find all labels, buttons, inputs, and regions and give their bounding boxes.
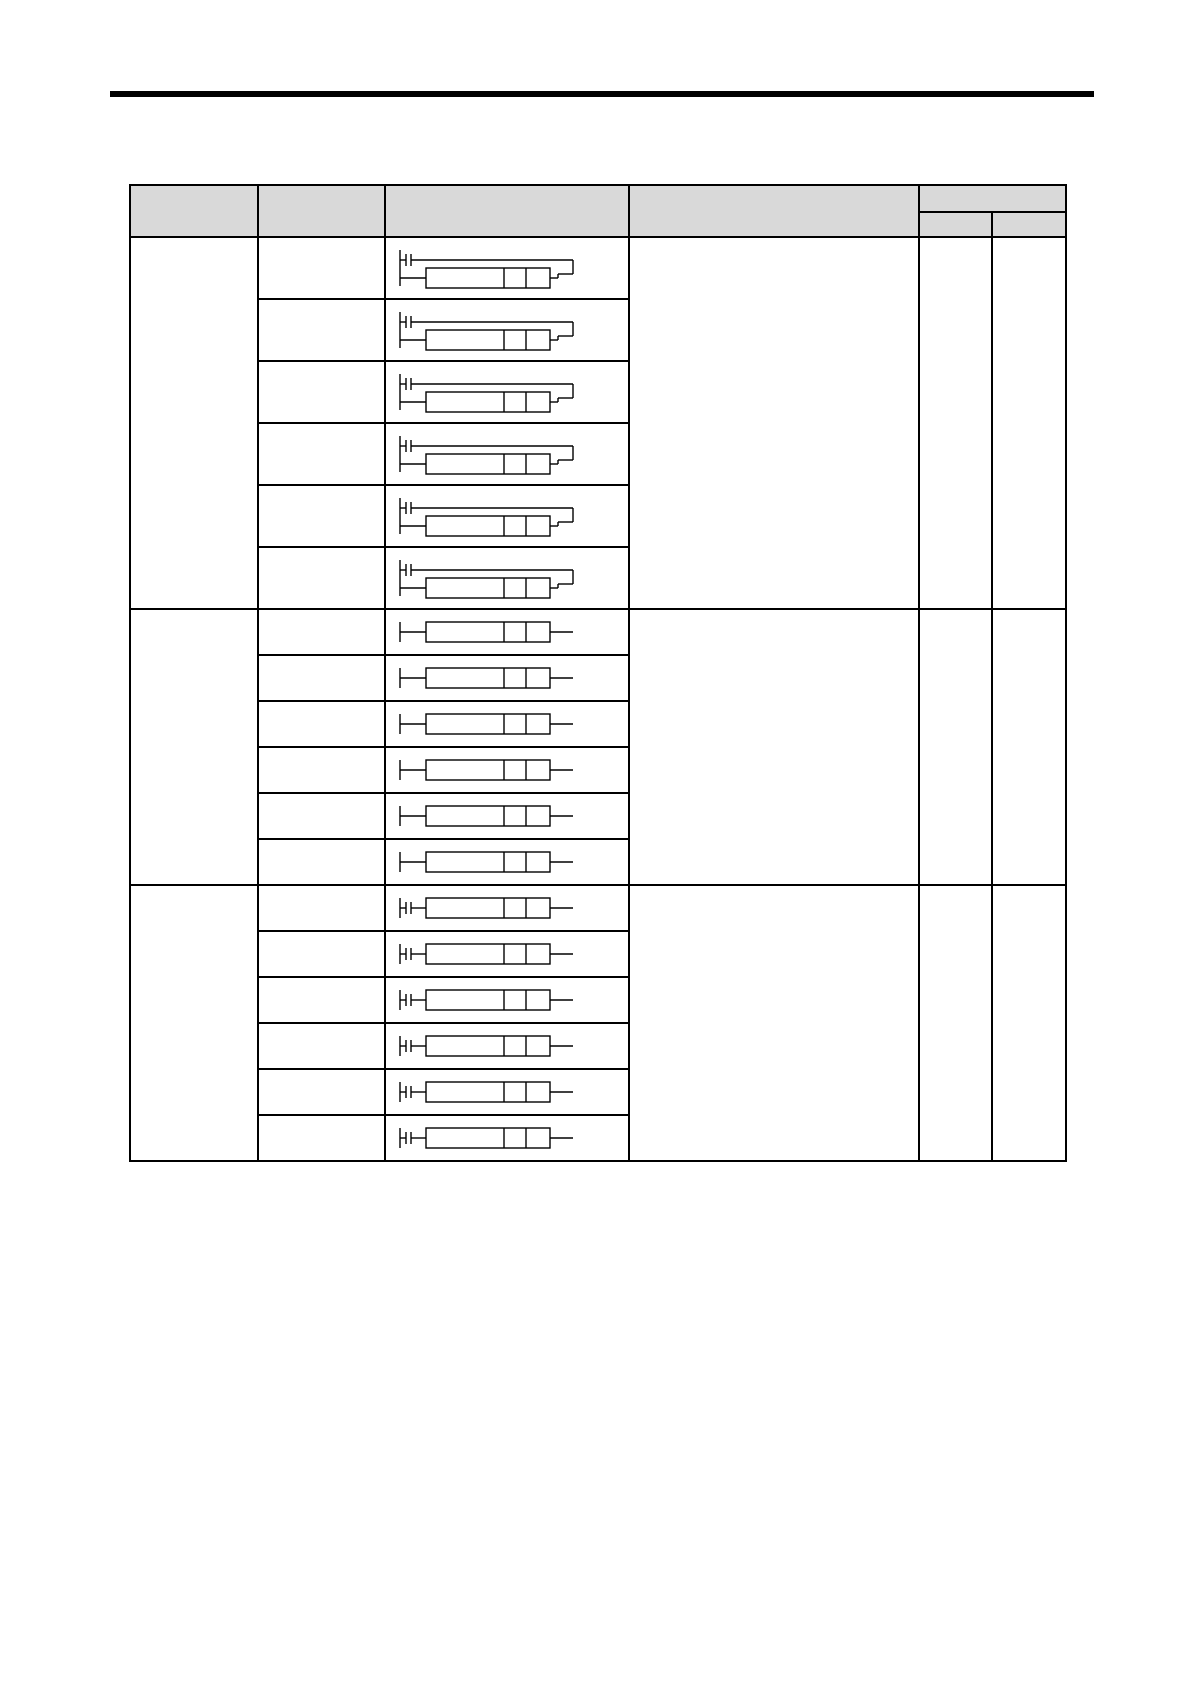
symbol-cell [385,885,629,931]
header-group [130,185,258,237]
group-cell [130,609,258,885]
and-block-rung-icon [386,238,630,298]
symbol-cell [385,361,629,423]
header-instruction [258,185,385,237]
header-symbol [385,185,629,237]
instruction-cell [258,977,385,1023]
symbol-cell [385,423,629,485]
load-block-rung-icon [386,702,630,746]
and-block-rung-icon [386,362,630,422]
applicable-b-cell [992,237,1066,609]
instruction-cell [258,423,385,485]
symbol-cell [385,839,629,885]
load-block-rung-icon [386,656,630,700]
table-row [130,885,1066,931]
instruction-cell [258,1023,385,1069]
symbol-cell [385,655,629,701]
symbol-cell [385,1115,629,1161]
instruction-table [129,184,1067,1162]
applicable-a-cell [919,609,992,885]
symbol-cell [385,299,629,361]
symbol-cell [385,747,629,793]
instruction-cell [258,701,385,747]
contact-block-rung-icon [386,1070,630,1114]
and-block-rung-icon [386,486,630,546]
instruction-cell [258,237,385,299]
contact-block-rung-icon [386,978,630,1022]
applicable-a-cell [919,237,992,609]
instruction-cell [258,747,385,793]
description-cell [629,885,919,1161]
symbol-cell [385,1069,629,1115]
symbol-cell [385,609,629,655]
applicable-a-cell [919,885,992,1161]
load-block-rung-icon [386,748,630,792]
applicable-b-cell [992,609,1066,885]
header-description [629,185,919,237]
description-cell [629,237,919,609]
applicable-b-cell [992,885,1066,1161]
page-header-rule [110,91,1094,97]
instruction-cell [258,361,385,423]
instruction-cell [258,655,385,701]
symbol-cell [385,701,629,747]
symbol-cell [385,237,629,299]
group-cell [130,237,258,609]
load-block-rung-icon [386,840,630,884]
instruction-cell [258,547,385,609]
load-block-rung-icon [386,610,630,654]
and-block-rung-icon [386,548,630,608]
contact-block-rung-icon [386,932,630,976]
symbol-cell [385,931,629,977]
group-cell [130,885,258,1161]
instruction-cell [258,793,385,839]
contact-block-rung-icon [386,1116,630,1160]
and-block-rung-icon [386,424,630,484]
instruction-cell [258,485,385,547]
table-row [130,609,1066,655]
header-applicable [919,185,1066,212]
instruction-cell [258,609,385,655]
symbol-cell [385,485,629,547]
load-block-rung-icon [386,794,630,838]
header-sub-b [992,212,1066,237]
and-block-rung-icon [386,300,630,360]
symbol-cell [385,1023,629,1069]
table-row [130,237,1066,299]
instruction-cell [258,1069,385,1115]
header-sub-a [919,212,992,237]
instruction-cell [258,931,385,977]
instruction-cell [258,1115,385,1161]
contact-block-rung-icon [386,1024,630,1068]
contact-block-rung-icon [386,886,630,930]
description-cell [629,609,919,885]
instruction-cell [258,839,385,885]
symbol-cell [385,547,629,609]
symbol-cell [385,793,629,839]
instruction-cell [258,885,385,931]
instruction-cell [258,299,385,361]
symbol-cell [385,977,629,1023]
